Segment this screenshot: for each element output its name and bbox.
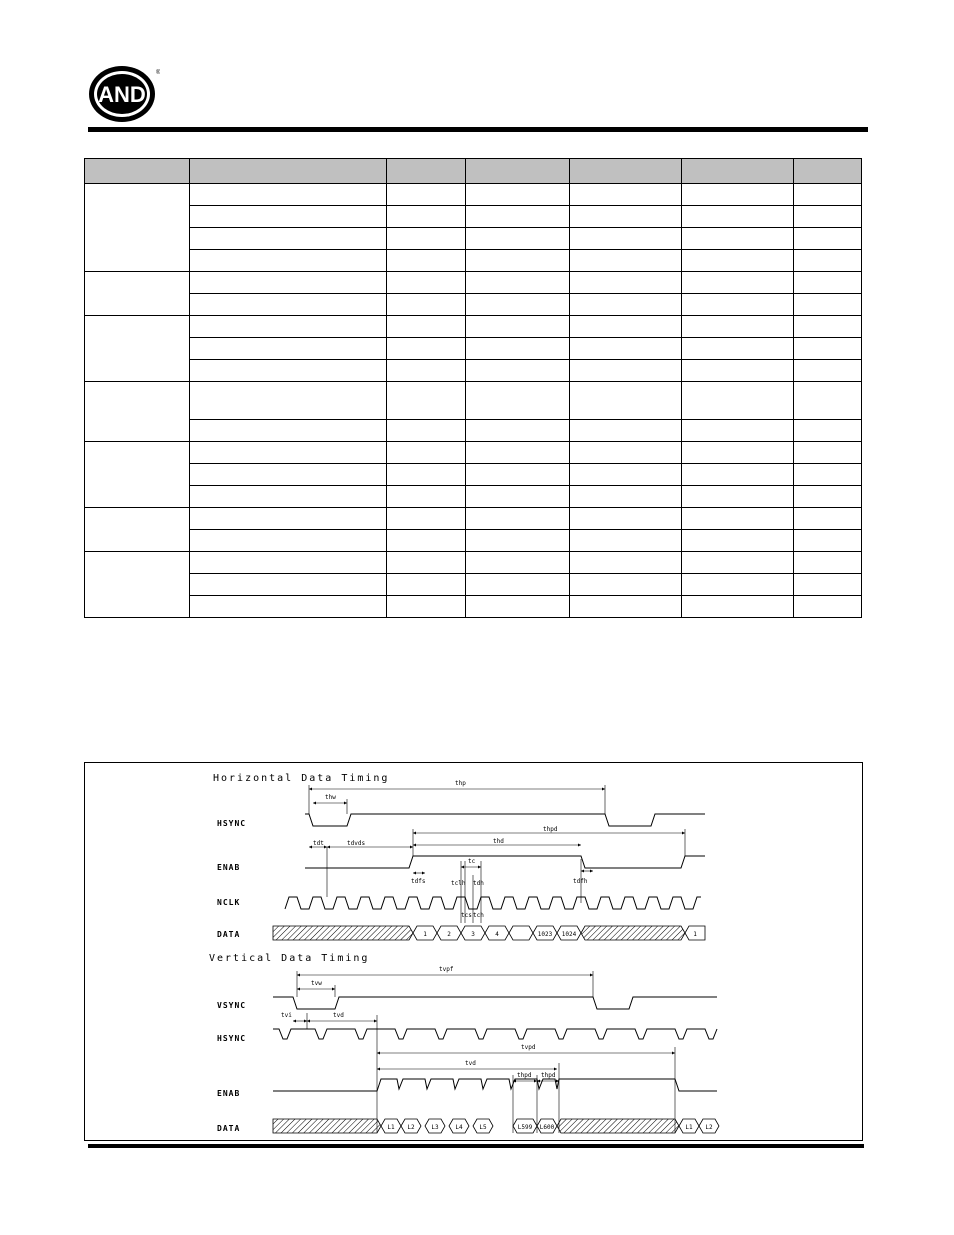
spec-table (84, 158, 862, 618)
table-row (85, 228, 862, 250)
dim-label-thpd-2: thpd (541, 1072, 556, 1079)
table-row (85, 184, 862, 206)
dim-label-tvw: tvw (311, 980, 322, 987)
data-cell-label: L1 (387, 1124, 395, 1131)
timing-diagram (84, 762, 863, 1141)
dim-label-tcs: tcs (461, 912, 472, 919)
table-row (85, 294, 862, 316)
dim-label-tch: tch (473, 912, 484, 919)
data-cell-label: 1 (693, 931, 697, 938)
table-row (85, 508, 862, 530)
table-header-cell (794, 159, 862, 184)
table-row (85, 442, 862, 464)
table-row (85, 486, 862, 508)
data-cell-label: L4 (455, 1124, 463, 1131)
data-cell-label: L2 (705, 1124, 713, 1131)
vsync-waveform (273, 997, 717, 1009)
dim-label-tvpd: tvpd (521, 1044, 536, 1051)
table-header-cell (386, 159, 466, 184)
data-hatch-region (581, 926, 685, 940)
header-rule (88, 127, 868, 132)
dim-label-tdfs: tdfs (411, 878, 426, 885)
signal-label-nclk: NCLK (217, 898, 241, 907)
signal-label-data-v: DATA (217, 1124, 241, 1133)
dim-label-tdh: tdh (473, 880, 484, 887)
horizontal-timing-title: Horizontal Data Timing (213, 773, 390, 784)
logo-text: AND (98, 82, 146, 107)
dim-label-tvd: tvd (333, 1012, 344, 1019)
vertical-dimension-lines (293, 971, 675, 1133)
signal-label-data: DATA (217, 930, 241, 939)
data-cell-label: L599 (517, 1124, 533, 1131)
table-header-cell (570, 159, 682, 184)
dim-label-thpd: thpd (543, 826, 558, 833)
logo-registered-mark: ® (156, 70, 160, 76)
table-row (85, 596, 862, 618)
table-row (85, 420, 862, 442)
enab-v-waveform (273, 1079, 717, 1091)
table-row (85, 552, 862, 574)
dim-label-tc: tc (468, 858, 476, 865)
hsync-waveform (305, 814, 705, 826)
table-header-cell (682, 159, 794, 184)
data-cell-label: L2 (407, 1124, 415, 1131)
data-cell-label: 3 (471, 931, 475, 938)
signal-label-vsync: VSYNC (217, 1001, 247, 1010)
hsync-v-waveform (273, 1029, 717, 1039)
enab-waveform (305, 856, 705, 868)
dim-label-thw: thw (325, 794, 336, 801)
dim-label-tdt: tdt (313, 840, 324, 847)
dim-label-tdvds: tdvds (347, 840, 366, 847)
table-header-cell (466, 159, 570, 184)
table-row (85, 206, 862, 228)
table-row (85, 338, 862, 360)
data-cell-label: L600 (539, 1124, 555, 1131)
dim-label-tvpf: tvpf (439, 966, 454, 973)
dim-label-tvi: tvi (281, 1012, 292, 1019)
table-row (85, 250, 862, 272)
signal-label-enab-v: ENAB (217, 1089, 241, 1098)
table-header-row (85, 159, 862, 184)
data-cell-label: L3 (431, 1124, 439, 1131)
data-cell-label: 4 (495, 931, 499, 938)
dim-label-tclh: tclh (451, 880, 466, 887)
data-cell-label: 1 (423, 931, 427, 938)
data-cell-label: 1023 (537, 931, 553, 938)
table-row (85, 382, 862, 420)
data-cell-label: L1 (685, 1124, 693, 1131)
nclk-waveform (285, 897, 701, 909)
data-hatch-region (273, 926, 413, 940)
table-header-cell (189, 159, 386, 184)
data-cell-label: L5 (479, 1124, 487, 1131)
signal-label-hsync: HSYNC (217, 819, 247, 828)
signal-label-hsync-v: HSYNC (217, 1034, 247, 1043)
and-logo (88, 64, 160, 124)
data-hatch-region (273, 1119, 381, 1133)
dim-label-thd: thd (493, 838, 504, 845)
dim-label-thp: thp (455, 780, 466, 787)
table-header-cell (85, 159, 190, 184)
data-cell-label: 2 (447, 931, 451, 938)
horizontal-dimension-lines (309, 785, 685, 923)
data-cell-label: 1024 (561, 931, 577, 938)
table-row (85, 360, 862, 382)
dim-label-tvd-2: tvd (465, 1060, 476, 1067)
vertical-timing-title: Vertical Data Timing (209, 953, 370, 964)
table-row (85, 272, 862, 294)
dim-label-thpd: thpd (517, 1072, 532, 1079)
dim-label-tdfh: tdfh (573, 878, 588, 885)
table-row (85, 530, 862, 552)
data-hatch-region (557, 1119, 679, 1133)
footer-rule (88, 1144, 864, 1148)
signal-label-enab: ENAB (217, 863, 241, 872)
table-row (85, 464, 862, 486)
table-row (85, 316, 862, 338)
table-row (85, 574, 862, 596)
